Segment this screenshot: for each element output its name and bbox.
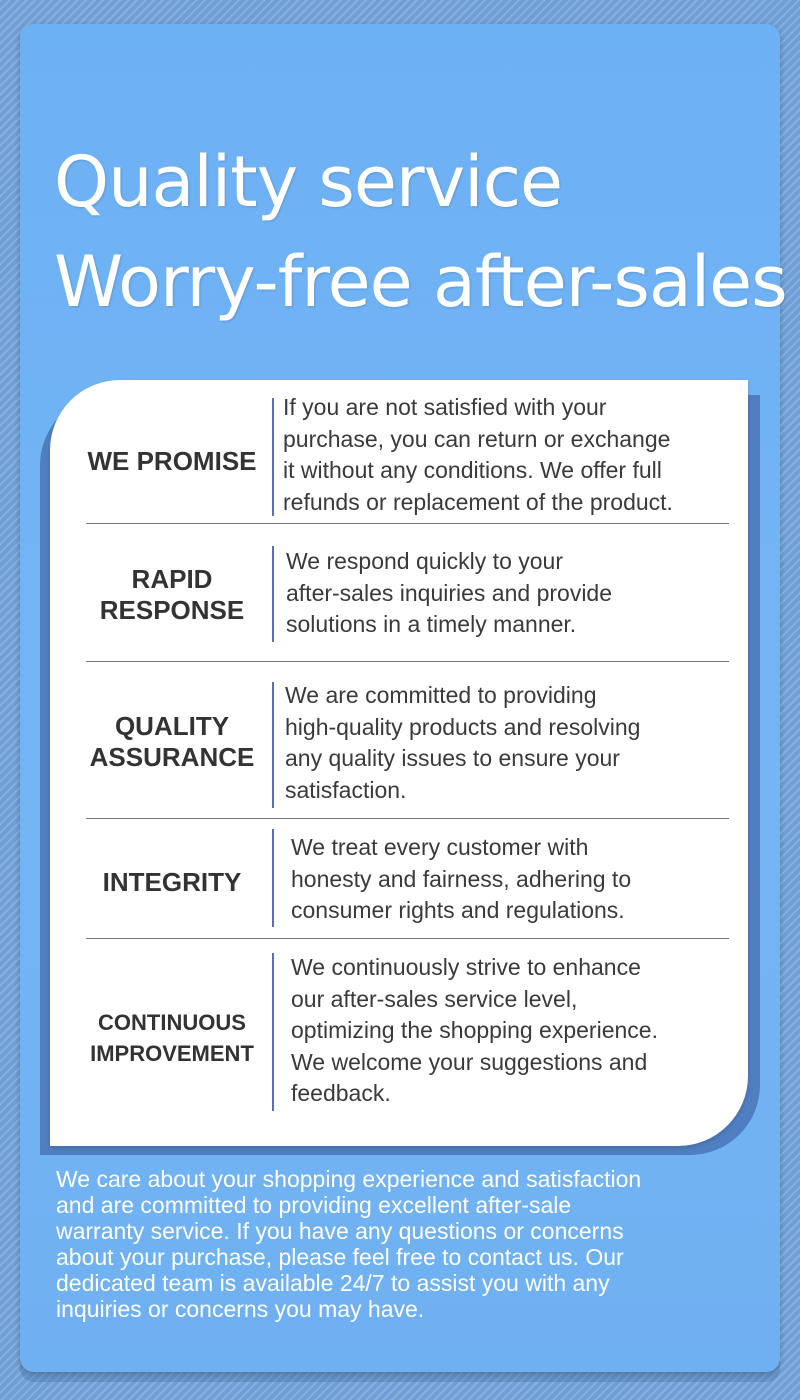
footer-line: inquiries or concerns you may have. — [56, 1296, 425, 1322]
divider-vertical — [272, 829, 274, 927]
page-heading — [54, 132, 787, 332]
heading-line-2: Worry-free after-sales — [54, 241, 787, 323]
label-line: WE PROMISE — [87, 445, 257, 476]
footer-note — [56, 1166, 756, 1322]
desc-line: honesty and fairness, adhering to — [291, 865, 632, 892]
label-line: ASSURANCE — [89, 742, 255, 772]
section-description — [286, 546, 612, 641]
section-description — [285, 680, 640, 806]
footer-line: warranty service. If you have any questions or concerns — [56, 1218, 624, 1244]
footer-line: about your purchase, please feel free to contact us. Our — [56, 1244, 624, 1270]
desc-line: optimizing the shopping experience. — [291, 1017, 658, 1043]
desc-line: We welcome your suggestions and — [291, 1048, 648, 1075]
desc-line: feedback. — [291, 1080, 391, 1106]
label-line: INTEGRITY — [102, 866, 242, 897]
label-line: RAPID — [131, 564, 213, 594]
desc-line: If you are not satisfied with your — [283, 394, 607, 420]
desc-line: satisfaction. — [285, 776, 407, 803]
footer-line: dedicated team is available 24/7 to assist you with any — [56, 1270, 610, 1296]
divider-horizontal — [86, 938, 729, 939]
section-label — [72, 680, 272, 804]
section-description — [291, 952, 658, 1110]
label-line: QUALITY — [114, 711, 230, 741]
footer-line: and are committed to providing excellent after-sale — [56, 1192, 572, 1218]
desc-line: purchase, you can return or exchange — [283, 425, 671, 452]
desc-line: refunds or replacement of the product. — [283, 488, 673, 515]
section-label — [72, 832, 272, 932]
desc-line: after-sales inquiries and provide — [286, 579, 613, 606]
divider-vertical — [272, 682, 274, 808]
desc-line: our after-sales service level, — [291, 985, 578, 1012]
section-description — [291, 832, 631, 927]
divider-horizontal — [86, 523, 729, 524]
section-description — [283, 392, 673, 518]
section-label — [72, 540, 272, 650]
desc-line: any quality issues to ensure your — [285, 745, 620, 771]
desc-line: solutions in a timely manner. — [286, 611, 577, 637]
label-line: RESPONSE — [99, 595, 245, 625]
service-card — [50, 380, 748, 1146]
label-line: CONTINUOUS — [98, 1010, 246, 1035]
desc-line: We are committed to providing — [285, 682, 597, 708]
divider-vertical — [272, 953, 274, 1111]
divider-horizontal — [86, 818, 729, 819]
divider-vertical — [272, 546, 274, 642]
footer-line: We care about your shopping experience and satisfaction — [56, 1166, 642, 1192]
desc-line: consumer rights and regulations. — [291, 897, 625, 923]
desc-line: We treat every customer with — [291, 834, 589, 860]
label-line: IMPROVEMENT — [90, 1041, 254, 1066]
desc-line: We respond quickly to your — [286, 548, 563, 574]
section-label — [72, 958, 272, 1118]
desc-line: high-quality products and resolving — [285, 713, 641, 740]
desc-line: it without any conditions. We offer full — [283, 457, 662, 483]
heading-line-1: Quality service — [54, 141, 563, 223]
section-label — [72, 398, 272, 524]
divider-vertical — [272, 398, 274, 516]
divider-horizontal — [86, 661, 729, 662]
desc-line: We continuously strive to enhance — [291, 954, 641, 980]
